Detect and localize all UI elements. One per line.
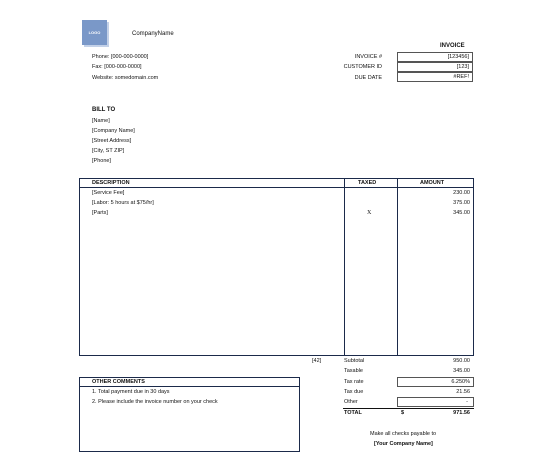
comment-line: 2. Please include the invoice number on your check xyxy=(92,399,218,405)
tax-rate-value: 6.250% xyxy=(451,379,470,385)
subtotal-value: 950.00 xyxy=(453,358,470,364)
customer-id-label: CUSTOMER ID xyxy=(343,64,382,70)
bill-to-city: [City, ST ZIP] xyxy=(92,148,125,154)
subtotal-label: Subtotal xyxy=(344,358,365,364)
company-phone: Phone: [000-000-0000] xyxy=(92,54,149,60)
other-label: Other xyxy=(344,399,358,405)
total-value: 971.56 xyxy=(453,410,470,416)
tax-due-label: Tax due xyxy=(344,389,364,395)
company-website: Website: somedomain.com xyxy=(92,75,159,81)
tax-rate-label: Tax rate xyxy=(344,379,364,385)
payable-company: [Your Company Name] xyxy=(374,441,433,447)
customer-id-field xyxy=(397,62,473,72)
items-header-divider xyxy=(79,187,474,188)
tax-due-value: 21.56 xyxy=(456,389,470,395)
item-amount: 375.00 xyxy=(453,200,470,206)
invoice-number-value: [123456] xyxy=(447,54,469,60)
amount-header: AMOUNT xyxy=(420,180,445,186)
company-logo xyxy=(82,20,107,45)
item-amount: 230.00 xyxy=(453,190,470,196)
other-comments-heading: OTHER COMMENTS xyxy=(92,379,145,385)
tax-rate-field xyxy=(397,377,474,387)
bill-to-company: [Company Name] xyxy=(92,128,135,134)
company-name: CompanyName xyxy=(132,31,174,37)
taxable-value: 345.00 xyxy=(453,368,470,374)
total-currency: $ xyxy=(401,410,405,416)
comment-line: 1. Total payment due in 30 days xyxy=(92,389,170,395)
taxed-column-divider xyxy=(344,178,345,356)
customer-id-value: [123] xyxy=(456,64,469,70)
total-label: TOTAL xyxy=(344,410,362,416)
invoice-number-label: INVOICE # xyxy=(354,54,382,60)
bill-to-phone: [Phone] xyxy=(92,158,111,164)
bill-to-street: [Street Address] xyxy=(92,138,132,144)
invoice-number-field xyxy=(397,52,473,62)
payable-line: Make all checks payable to xyxy=(370,431,437,437)
bill-to-name: [Name] xyxy=(92,118,110,124)
amount-column-divider xyxy=(397,178,398,356)
bill-to-heading: BILL TO xyxy=(92,107,116,113)
taxable-label: Taxable xyxy=(344,368,363,374)
due-date-label: DUE DATE xyxy=(354,75,382,81)
company-fax: Fax: [000-000-0000] xyxy=(92,64,142,70)
logo-text: LOGO xyxy=(88,30,101,35)
other-comments-divider xyxy=(79,386,300,387)
invoice-title: INVOICE xyxy=(440,43,465,49)
other-field xyxy=(397,397,474,407)
due-date-value: #REF! xyxy=(453,74,469,80)
other-value: - xyxy=(466,399,468,405)
item-description: [Parts] xyxy=(92,210,108,216)
table-footnote: [42] xyxy=(312,358,322,364)
item-amount: 345.00 xyxy=(453,210,470,216)
total-divider xyxy=(343,408,474,409)
description-header: DESCRIPTION xyxy=(92,180,130,186)
item-description: [Service Fee] xyxy=(92,190,125,196)
due-date-field xyxy=(397,72,473,82)
taxed-header: TAXED xyxy=(358,180,377,186)
item-description: [Labor: 5 hours at $75/hr] xyxy=(92,200,154,206)
item-taxed: X xyxy=(367,210,372,216)
